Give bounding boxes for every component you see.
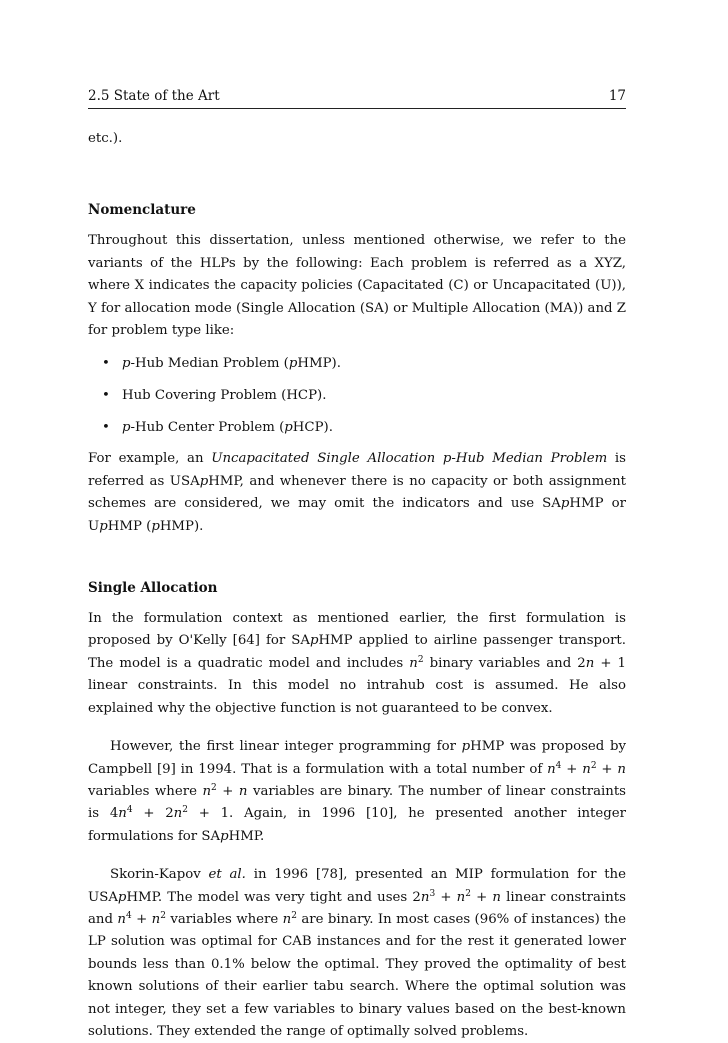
nomenclature-example: For example, an Uncapacitated Single Allocation p-Hub Median Problem is referred as USApHMP, and whenever there is no capacity or both assignment schemes are considered, we may omit the indicators and use SApHMP or UpHMP (pHMP). (88, 451, 627, 534)
italic-p: p (122, 356, 131, 372)
bullet-marker: • (102, 388, 110, 404)
problem-type-list (88, 354, 626, 438)
italic-p: p (122, 420, 131, 436)
nomenclature-intro: Throughout this dissertation, unless mentioned otherwise, we refer to the variants of the HLPs by the following: Each problem is referred as a XYZ, where X indicates the capacity policies (Capacitated (C) or Uncapacitated (U)), Y for allocation mode (Single Allocation (SA) or Multiple Allocation (MA)) and Z for problem type like: (88, 233, 626, 339)
bullet-text: Hub Covering Problem (HCP). (122, 388, 327, 404)
bullet-text: HCP). (292, 420, 333, 436)
bullet-text: HMP). (297, 356, 341, 372)
nomenclature-heading: Nomenclature (88, 202, 196, 219)
list-item (102, 418, 626, 438)
bullet-marker: • (102, 420, 110, 436)
page-number: 17 (608, 88, 626, 104)
italic-p: p (288, 356, 298, 372)
continuation-text: etc.). (88, 131, 123, 146)
paragraph-skorin-kapov: Skorin-Kapov et al. in 1996 [78], presented an MIP formulation for the USApHMP. The model was very tight and uses $2n^3 + n^2 + n$ linear constraints and $n^4 + n^2$ variables where $n^2$ are binary. In most cases (96% of instances) the LP solution was optimal for CAB instances and for the rest it generated lower bounds less than 0.1% below the optimal. They proved the optimality of best known solutions of their earlier tabu search. Where the optimal solution was not integer, they set a few variables to binary values based on the best-known solutions. They extended the range of optimally solved problems. (88, 867, 626, 1039)
running-header (88, 88, 626, 109)
bullet-text: -Hub Center Problem ( (130, 420, 285, 436)
paragraph-campbell: However, the first linear integer programming for pHMP was proposed by Campbell [9] in 1994. That is a formulation with a total number of $n^4 + n^2 + n$ variables where $n^2 + n$ variables are binary. The number of linear constraints is $4n^4 + 2n^2 + 1$. Again, in 1996 [10], he presented another integer formulations for SApHMP. (88, 739, 626, 844)
paragraph-okelly: In the formulation context as mentioned earlier, the first formulation is proposed by O'Kelly [64] for SApHMP applied to airline passenger transport. The model is a quadratic model and includes $n^2$ binary variables and 2n + 1 linear constraints. In this model no intrahub cost is assumed. He also explained why the objective function is not guaranteed to be convex. (88, 611, 627, 716)
bullet-text: -Hub Median Problem ( (130, 356, 289, 372)
italic-p: p (284, 420, 293, 436)
page-body (88, 128, 626, 1043)
list-item (102, 354, 626, 374)
single-allocation-heading: Single Allocation (88, 580, 218, 597)
section-title: 2.5 State of the Art (88, 88, 220, 104)
list-item (102, 386, 626, 406)
bullet-marker: • (102, 356, 110, 372)
